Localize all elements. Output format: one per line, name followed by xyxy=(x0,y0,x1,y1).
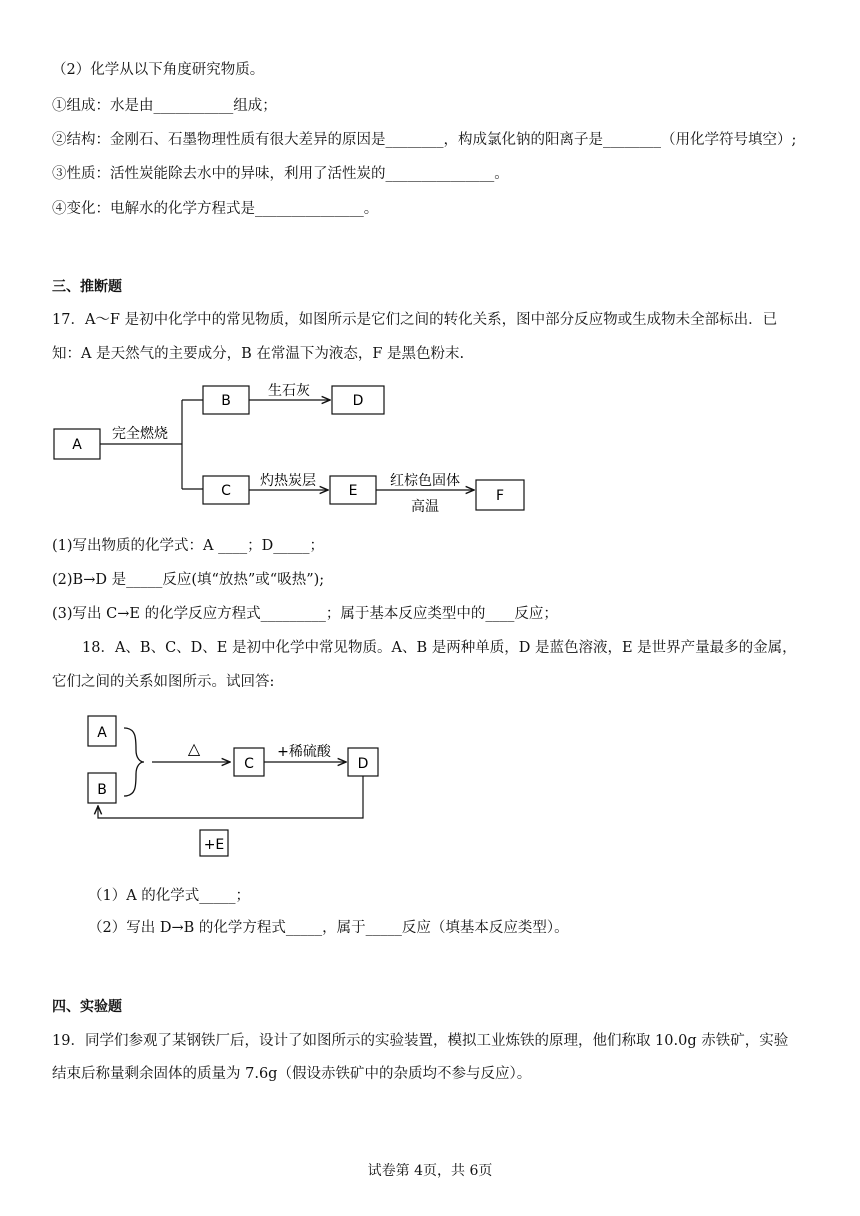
q17-label-red-solid: 红棕色固体 xyxy=(390,473,460,489)
q17-stem-line1: 17．A～F 是初中化学中的常见物质，如图所示是它们之间的转化关系，图中部分反应物或生成物未全部标出．已 xyxy=(52,312,778,328)
q17-box-b-label: B xyxy=(221,393,231,409)
q17-label-hot-carbon: 灼热炭层 xyxy=(260,473,316,489)
section4-title: 四、实验题 xyxy=(52,999,122,1015)
q17-box-f-label: F xyxy=(495,488,505,504)
q18-label-e: +E xyxy=(203,837,225,853)
q18-box-b-label: B xyxy=(97,782,107,798)
q17-box-d-label: D xyxy=(352,393,364,409)
q18-sub2: （2）写出 D→B 的化学方程式_____，属于_____反应（填基本反应类型）。 xyxy=(88,920,569,936)
q19-stem-line2: 结束后称量剩余固体的质量为 7.6g（假设赤铁矿中的杂质均不参与反应）。 xyxy=(52,1066,532,1082)
q18-stem-line2: 它们之间的关系如图所示。试回答: xyxy=(52,674,275,690)
q18-sub1: （1）A 的化学式_____； xyxy=(88,888,251,904)
q18-label-acid: +稀硫酸 xyxy=(277,744,331,760)
q18-brace xyxy=(124,728,144,796)
q18-label-heat: △ xyxy=(187,739,201,758)
q17-box-a-label: A xyxy=(72,437,82,453)
question-structure: ②结构：金刚石、石墨物理性质有很大差异的原因是________，构成氯化钠的阳离子是________（用化学符号填空）; xyxy=(52,132,797,148)
q18-diagram xyxy=(80,710,390,860)
q18-stem-line1: 18．A、B、C、D、E 是初中化学中常见物质。A、B 是两种单质，D 是蓝色溶液，E 是世界产量最多的金属， xyxy=(82,640,797,656)
q17-label-high-temp: 高温 xyxy=(411,499,439,515)
q18-box-d-label: D xyxy=(357,756,369,772)
q18-box-c-label: C xyxy=(244,756,254,772)
q17-sub2: (2)B→D 是_____反应(填“放热”或“吸热”); xyxy=(52,572,325,588)
q17-sub3: (3)写出 C→E 的化学反应方程式_________；属于基本反应类型中的____反应； xyxy=(52,606,558,622)
q17-label-quicklime: 生石灰 xyxy=(268,383,310,399)
q18-arrow-d-b xyxy=(98,776,363,818)
question-change: ④变化：电解水的化学方程式是_______________。 xyxy=(52,201,379,217)
question-composition: ①组成：水是由___________组成； xyxy=(52,98,277,114)
q18-box-a-label: A xyxy=(97,725,107,741)
section2-intro: （2）化学从以下角度研究物质。 xyxy=(52,62,265,78)
q17-box-c-label: C xyxy=(221,483,231,499)
question-property: ③性质：活性炭能除去水中的异味，利用了活性炭的_______________。 xyxy=(52,166,509,182)
page-footer: 试卷第 4页，共 6页 xyxy=(367,1163,493,1179)
q17-sub1: (1)写出物质的化学式：A ____；D_____； xyxy=(52,538,324,554)
q17-label-combustion: 完全燃烧 xyxy=(112,426,168,442)
q19-stem-line1: 19．同学们参观了某钢铁厂后，设计了如图所示的实验装置，模拟工业炼铁的原理，他们称取 10.0g 赤铁矿，实验 xyxy=(52,1033,789,1049)
q17-diagram xyxy=(48,376,538,521)
q17-stem-line2: 知：A 是天然气的主要成分，B 在常温下为液态，F 是黑色粉末. xyxy=(52,346,465,362)
q17-box-e-label: E xyxy=(348,483,358,499)
section3-title: 三、推断题 xyxy=(52,279,122,295)
